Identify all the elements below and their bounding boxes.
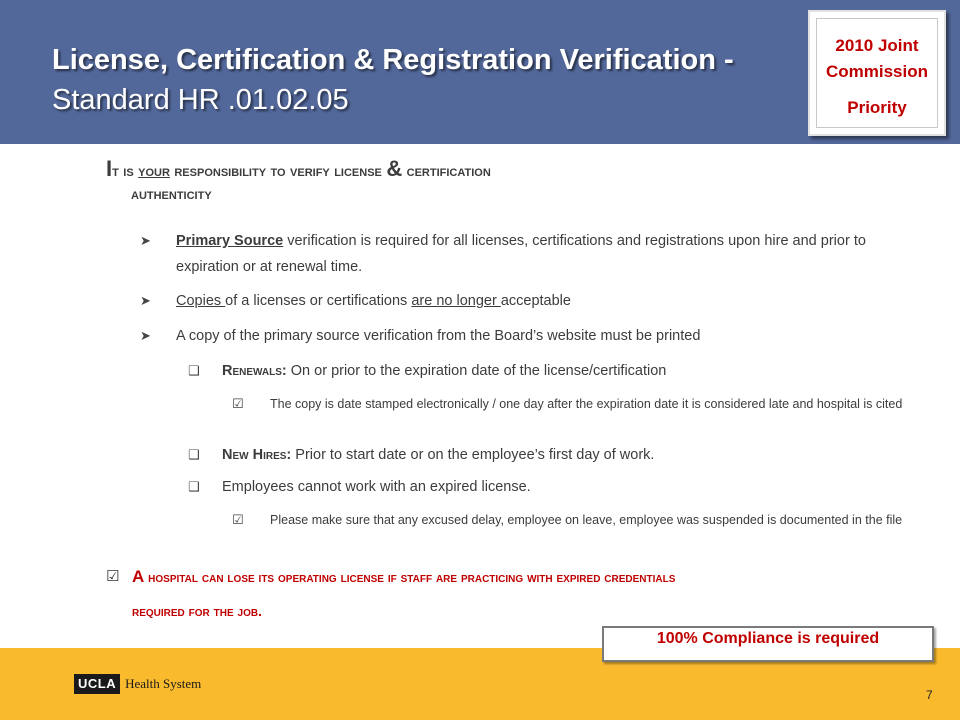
heading-line-2: authenticity bbox=[131, 186, 212, 203]
heading-part-3: certification bbox=[402, 163, 491, 180]
renewals-label: Renewals: bbox=[222, 363, 287, 379]
renewals-text: On or prior to the expiration date of the license/certification bbox=[286, 363, 667, 379]
bullet-expired-license bbox=[188, 474, 918, 500]
checkbox-bullet-icon: ☑ bbox=[232, 396, 244, 411]
heading-emphasis: your bbox=[138, 163, 170, 180]
bullet-renewals-note bbox=[232, 393, 912, 415]
main-heading bbox=[106, 156, 866, 208]
checkbox-bullet-icon: ☑ bbox=[106, 568, 120, 585]
logo-health-system: Health System bbox=[125, 676, 202, 691]
bullet-new-hires bbox=[188, 442, 918, 468]
warning-statement bbox=[106, 560, 886, 628]
copies-end-text: acceptable bbox=[500, 293, 571, 309]
heading-ampersand: & bbox=[386, 156, 403, 181]
copies-mid-text: of a licenses or certifications bbox=[225, 293, 412, 309]
priority-line-3: Priority bbox=[847, 98, 907, 117]
warning-line-2: required for the job. bbox=[132, 603, 263, 619]
square-bullet-icon: ❑ bbox=[188, 447, 200, 462]
copy-printed-text: A copy of the primary source verification from the Board’s website must be printed bbox=[176, 328, 701, 344]
title-line-1: License, Certification & Registration Verification - bbox=[52, 44, 734, 76]
copies-term: Copies bbox=[176, 293, 226, 309]
new-hires-text: Prior to start date or on the employee’s first day of work. bbox=[291, 447, 655, 463]
bullet-copies bbox=[140, 288, 930, 314]
bullet-copy-printed bbox=[140, 323, 930, 349]
page-number: 7 bbox=[926, 688, 933, 702]
compliance-callout: 100% Compliance is required bbox=[602, 626, 934, 662]
priority-callout bbox=[808, 10, 946, 136]
arrow-bullet-icon: ➤ bbox=[140, 233, 151, 248]
primary-source-text: verification is required for all licenses, certifications and registrations upon hire and prior to expiration or at renewal time. bbox=[176, 233, 866, 275]
primary-source-term: Primary Source bbox=[176, 233, 284, 249]
no-longer-term: are no longer bbox=[411, 293, 501, 309]
renewals-note-text: The copy is date stamped electronically / one day after the expiration date it is considered late and hospital is cited bbox=[270, 397, 903, 411]
square-bullet-icon: ❑ bbox=[188, 363, 200, 378]
warning-initial: A bbox=[132, 567, 145, 586]
bullet-primary-source bbox=[140, 228, 930, 280]
arrow-bullet-icon: ➤ bbox=[140, 328, 151, 343]
heading-initial: I bbox=[106, 156, 113, 181]
title-line-2: Standard HR .01.02.05 bbox=[52, 84, 349, 116]
expired-note-text: Please make sure that any excused delay, employee on leave, employee was suspended is documented in the file bbox=[270, 513, 903, 527]
ucla-health-logo bbox=[74, 674, 201, 694]
heading-part-2: responsibility to verify license bbox=[169, 163, 387, 180]
heading-part-1: t is bbox=[112, 163, 139, 180]
bullet-renewals bbox=[188, 358, 918, 384]
square-bullet-icon: ❑ bbox=[188, 479, 200, 494]
logo-ucla: UCLA bbox=[74, 674, 120, 694]
expired-license-text: Employees cannot work with an expired license. bbox=[222, 479, 531, 495]
bullet-expired-note bbox=[232, 509, 912, 531]
slide-title bbox=[52, 40, 832, 120]
checkbox-bullet-icon: ☑ bbox=[232, 512, 244, 527]
arrow-bullet-icon: ➤ bbox=[140, 293, 151, 308]
priority-line-2: Commission bbox=[825, 62, 929, 81]
warning-line-1: hospital can lose its operating license if staff are practicing with expired credentials bbox=[144, 569, 676, 585]
new-hires-label: New Hires: bbox=[222, 447, 292, 463]
priority-line-1: 2010 Joint bbox=[835, 36, 919, 55]
